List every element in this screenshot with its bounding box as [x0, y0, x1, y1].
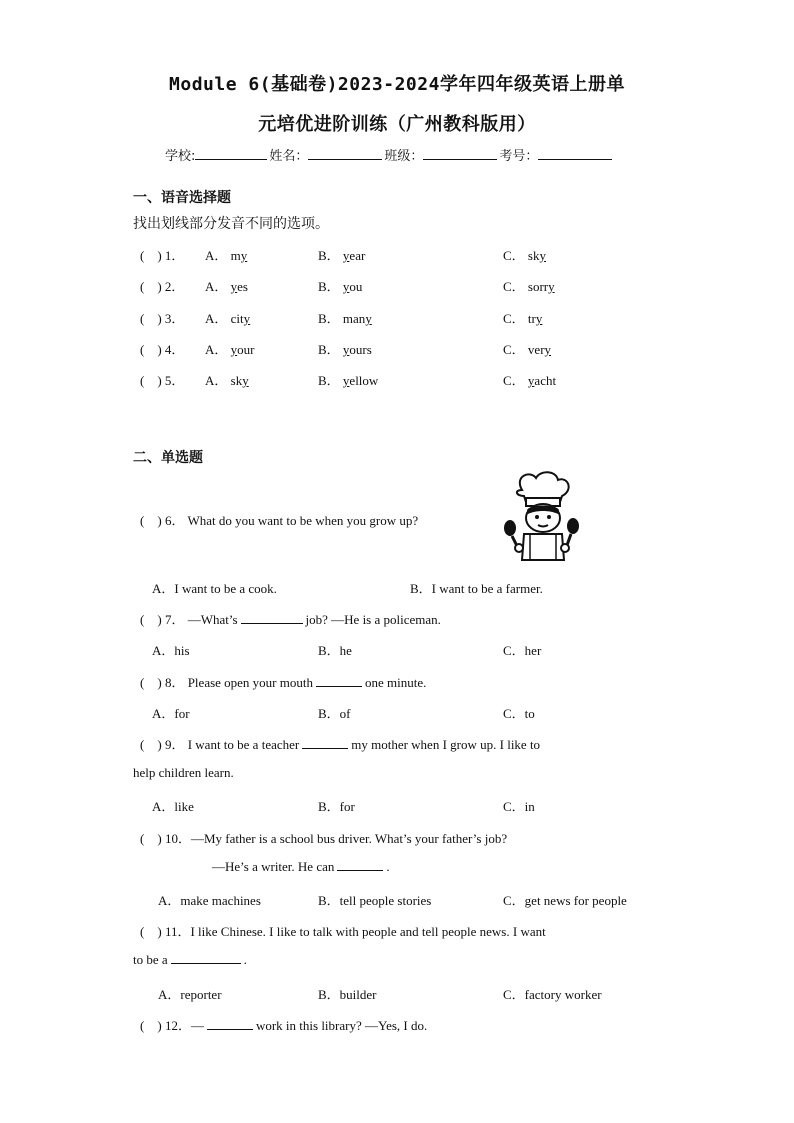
question-11-line2: to be a . — [133, 952, 247, 967]
q2-option-c[interactable]: C． sorry — [503, 279, 555, 294]
number-label: 考号： — [499, 149, 539, 164]
phonics-question-5 — [133, 370, 693, 390]
question-9: ( ) 9． I want to be a teacher my mother when I grow up. I like to — [140, 737, 541, 752]
q8-option-b[interactable]: B．of — [318, 706, 351, 721]
question-9-cont: help children learn. — [133, 765, 234, 780]
q5-option-c[interactable]: C． yacht — [503, 373, 557, 388]
q11-option-c[interactable]: C．factory worker — [503, 987, 602, 1002]
q9-option-a[interactable]: A．like — [152, 799, 194, 814]
section1-heading: 一、语音选择题 — [133, 190, 231, 206]
q11-option-b[interactable]: B．builder — [318, 987, 377, 1002]
q1-option-a[interactable]: A． my — [205, 248, 248, 263]
section2-heading: 二、单选题 — [133, 450, 203, 466]
answer-parens[interactable]: ( ) 2． — [140, 279, 185, 294]
phonics-question-4 — [133, 339, 693, 359]
q7-option-a[interactable]: A．his — [152, 643, 190, 658]
q11-blank[interactable] — [171, 952, 241, 964]
answer-parens[interactable]: ( ) 4． — [140, 342, 185, 357]
q4-option-c[interactable]: C． very — [503, 342, 552, 357]
answer-parens[interactable]: ( ) 1． — [140, 248, 185, 263]
q10-option-b[interactable]: B．tell people stories — [318, 893, 432, 908]
q6-option-b[interactable]: B．I want to be a farmer. — [410, 581, 543, 596]
name-blank[interactable] — [308, 147, 382, 160]
answer-parens[interactable]: ( ) 5． — [140, 373, 185, 388]
name-label: 姓名： — [269, 149, 309, 164]
q9-option-b[interactable]: B．for — [318, 799, 355, 814]
chef-illustration — [500, 470, 582, 562]
q7-option-c[interactable]: C．her — [503, 643, 542, 658]
question-12: ( ) 12．— work in this library? —Yes, I do. — [140, 1018, 428, 1033]
phonics-question-2 — [133, 276, 693, 296]
number-blank[interactable] — [538, 147, 612, 160]
phonics-question-3 — [133, 308, 693, 328]
q9-option-c[interactable]: C．in — [503, 799, 535, 814]
question-8: ( ) 8． Please open your mouth one minute. — [140, 675, 427, 690]
page-subtitle: 元培优进阶训练（广州教科版用） — [258, 114, 536, 135]
q6-option-a[interactable]: A．I want to be a cook. — [152, 581, 277, 596]
q4-option-a[interactable]: A． your — [205, 342, 255, 357]
school-label: 学校: — [165, 149, 196, 164]
question-6: ( ) 6． What do you want to be when you grow up? — [140, 513, 419, 528]
q9-blank[interactable] — [302, 737, 348, 749]
question-10: ( ) 10．—My father is a school bus driver. What’s your father’s job? — [140, 831, 508, 846]
q2-option-a[interactable]: A． yes — [205, 279, 248, 294]
q10-option-a[interactable]: A．make machines — [158, 893, 261, 908]
q3-option-b[interactable]: B． many — [318, 311, 372, 326]
q12-blank[interactable] — [207, 1018, 253, 1030]
q8-option-c[interactable]: C．to — [503, 706, 535, 721]
q8-option-a[interactable]: A．for — [152, 706, 190, 721]
q11-option-a[interactable]: A．reporter — [158, 987, 222, 1002]
q4-option-b[interactable]: B． yours — [318, 342, 372, 357]
q5-option-a[interactable]: A． sky — [205, 373, 249, 388]
question-7: ( ) 7． —What’s job? —He is a policeman. — [140, 612, 441, 627]
q3-option-c[interactable]: C． try — [503, 311, 543, 326]
class-label: 班级： — [384, 149, 424, 164]
student-info-line — [165, 145, 614, 164]
school-blank[interactable] — [195, 147, 267, 160]
q1-option-b[interactable]: B． year — [318, 248, 366, 263]
question-11: ( ) 11．I like Chinese. I like to talk with people and tell people news. I want — [140, 924, 546, 939]
page-title: Module 6(基础卷)2023-2024学年四年级英语上册单 — [169, 74, 625, 95]
q3-option-a[interactable]: A． city — [205, 311, 251, 326]
q7-blank[interactable] — [241, 612, 303, 624]
phonics-question-1 — [133, 245, 693, 265]
section1-instruction: 找出划线部分发音不同的选项。 — [133, 216, 329, 232]
q1-option-c[interactable]: C． sky — [503, 248, 546, 263]
q10-option-c[interactable]: C．get news for people — [503, 893, 627, 908]
answer-parens[interactable]: ( ) 3． — [140, 311, 185, 326]
q5-option-b[interactable]: B． yellow — [318, 373, 379, 388]
question-10-line2: —He’s a writer. He can . — [212, 859, 390, 874]
q7-option-b[interactable]: B．he — [318, 643, 352, 658]
q2-option-b[interactable]: B． you — [318, 279, 363, 294]
class-blank[interactable] — [423, 147, 497, 160]
q10-blank[interactable] — [337, 859, 383, 871]
q8-blank[interactable] — [316, 675, 362, 687]
